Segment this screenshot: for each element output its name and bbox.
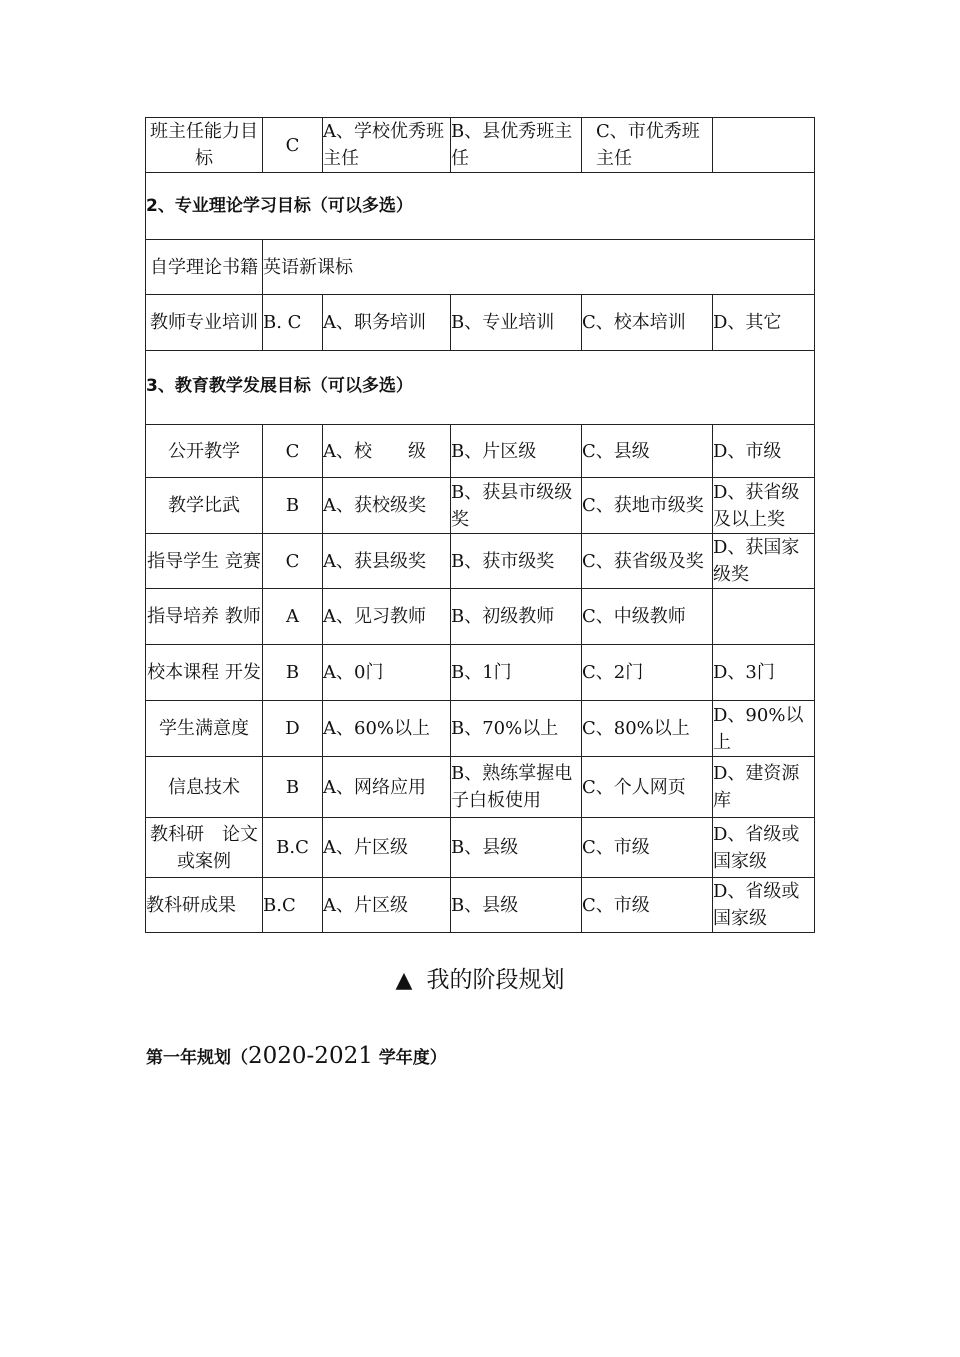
option-c: C、校本培训 [582,295,713,351]
table-row [146,878,815,933]
option-c: C、中级教师 [582,589,713,645]
option-d: D、省级或国家级 [713,878,815,933]
row-answer: B [263,478,323,534]
table-row [146,645,815,701]
option-d [713,118,815,173]
option-b: B、片区级 [451,425,582,478]
option-b: B、专业培训 [451,295,582,351]
row-label: 学生满意度 [146,701,263,757]
triangle-icon: ▲ [395,968,413,993]
option-b: B、70%以上 [451,701,582,757]
option-d [713,589,815,645]
option-d: D、90%以上 [713,701,815,757]
row-label: 班主任能力目标 [146,118,263,173]
row-answer: B [263,645,323,701]
row-answer: B [263,757,323,818]
row-label: 教学比武 [146,478,263,534]
table-row [146,589,815,645]
option-c: C、市级 [582,818,713,878]
option-c: C、获省级及奖 [582,534,713,589]
option-b: B、初级教师 [451,589,582,645]
section-row [146,351,815,425]
option-b: B、获县市级级奖 [451,478,582,534]
option-d: D、获国家级奖 [713,534,815,589]
section-title: 2、专业理论学习目标（可以多选） [146,173,815,240]
first-year-plan-title [146,1040,447,1074]
subhead-suffix: 学年度） [378,1048,447,1068]
option-c: C、县级 [582,425,713,478]
row-label: 信息技术 [146,757,263,818]
subhead-years: 2020-2021 [248,1043,373,1069]
option-a: A、获县级奖 [323,534,451,589]
row-label: 教科研 论文或案例 [146,818,263,878]
option-a: A、片区级 [323,818,451,878]
row-answer: C [263,425,323,478]
section-row [146,173,815,240]
option-a: A、片区级 [323,878,451,933]
row-label: 指导学生 竞赛 [146,534,263,589]
option-a: A、学校优秀班主任 [323,118,451,173]
row-label: 自学理论书籍 [146,240,263,295]
option-a: A、60%以上 [323,701,451,757]
table-row [146,534,815,589]
row-label: 指导培养 教师 [146,589,263,645]
option-b: B、县级 [451,878,582,933]
option-a: A、职务培训 [323,295,451,351]
row-label: 教师专业培训 [146,295,263,351]
row-answer: D [263,701,323,757]
row-label: 校本课程 开发 [146,645,263,701]
row-answer: C [263,534,323,589]
option-d: D、其它 [713,295,815,351]
row-answer: B.C [263,818,323,878]
option-d: D、3门 [713,645,815,701]
option-a: A、见习教师 [323,589,451,645]
row-answer: B.C [263,878,323,933]
option-d: D、省级或国家级 [713,818,815,878]
option-d: D、建资源库 [713,757,815,818]
table-row [146,295,815,351]
option-c: C、2门 [582,645,713,701]
heading-title: 我的阶段规划 [426,967,565,993]
table-row [146,757,815,818]
table-row [146,478,815,534]
row-answer: A [263,589,323,645]
option-d: D、获省级及以上奖 [713,478,815,534]
option-a: A、网络应用 [323,757,451,818]
subhead-prefix: 第一年规划（ [146,1048,248,1068]
table-row [146,425,815,478]
option-a: A、0门 [323,645,451,701]
option-b: B、熟练掌握电子白板使用 [451,757,582,818]
stage-plan-heading [0,962,960,999]
row-answer: C [263,118,323,173]
option-a: A、获校级奖 [323,478,451,534]
option-b: B、县级 [451,818,582,878]
option-b: B、获市级奖 [451,534,582,589]
option-a: A、校 级 [323,425,451,478]
section-title: 3、教育教学发展目标（可以多选） [146,351,815,425]
table-row [146,818,815,878]
option-c: C、个人网页 [582,757,713,818]
option-c: C、市优秀班主任 [582,118,713,173]
option-c: C、获地市级奖 [582,478,713,534]
table-row [146,118,815,173]
option-c: C、市级 [582,878,713,933]
option-b: B、1门 [451,645,582,701]
row-label: 教科研成果 [146,878,263,933]
row-label: 公开教学 [146,425,263,478]
table-row [146,240,815,295]
table-row [146,701,815,757]
goals-table [145,117,815,933]
option-b: B、县优秀班主任 [451,118,582,173]
option-d: D、市级 [713,425,815,478]
book-value: 英语新课标 [263,240,815,295]
option-c: C、80%以上 [582,701,713,757]
row-answer: B. C [263,295,323,351]
